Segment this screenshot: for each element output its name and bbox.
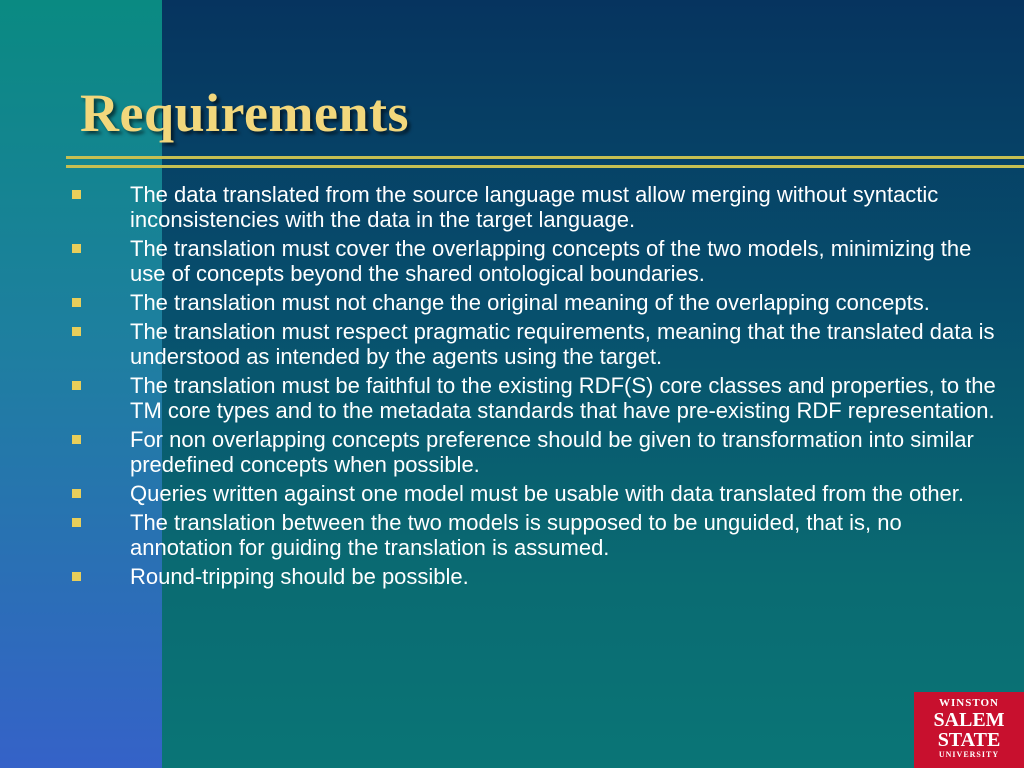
square-bullet-icon — [72, 244, 81, 253]
bullet-text: Round-tripping should be possible. — [130, 564, 469, 589]
logo-line-winston: WINSTON — [939, 697, 999, 709]
title-divider-top — [66, 156, 1024, 159]
list-item — [72, 481, 1002, 506]
requirements-list — [72, 182, 1002, 593]
list-item — [72, 182, 1002, 232]
title-divider-bottom — [66, 165, 1024, 168]
square-bullet-icon — [72, 572, 81, 581]
list-item — [72, 564, 1002, 589]
bullet-text: Queries written against one model must be usable with data translated from the other. — [130, 481, 965, 506]
bullet-text: The translation must respect pragmatic requirements, meaning that the translated data is understood as intended by the agents using the target. — [130, 319, 995, 369]
list-item — [72, 427, 1002, 477]
bullet-text: The translation must be faithful to the existing RDF(S) core classes and properties, to the TM core types and to the metadata standards that have pre-existing RDF representation. — [130, 373, 996, 423]
logo-line-salem: SALEM — [933, 709, 1005, 731]
square-bullet-icon — [72, 327, 81, 336]
square-bullet-icon — [72, 190, 81, 199]
bullet-text: The translation between the two models is supposed to be unguided, that is, no annotation for guiding the translation is assumed. — [130, 510, 902, 560]
square-bullet-icon — [72, 298, 81, 307]
list-item — [72, 510, 1002, 560]
bullet-text: The translation must not change the original meaning of the overlapping concepts. — [130, 290, 930, 315]
logo-line-university: UNIVERSITY — [938, 750, 1000, 759]
bullet-text: For non overlapping concepts preference should be given to transformation into similar predefined concepts when possible. — [130, 427, 974, 477]
bullet-text: The data translated from the source language must allow merging without syntactic inconsistencies with the data in the target language. — [130, 182, 939, 232]
list-item — [72, 373, 1002, 423]
square-bullet-icon — [72, 435, 81, 444]
list-item — [72, 236, 1002, 286]
university-logo — [914, 692, 1024, 768]
bullet-text: The translation must cover the overlapping concepts of the two models, minimizing the use of concepts beyond the shared ontological boundaries. — [130, 236, 972, 286]
logo-line-state: STATE — [937, 729, 1001, 751]
square-bullet-icon — [72, 518, 81, 527]
list-item — [72, 319, 1002, 369]
list-item — [72, 290, 1002, 315]
slide-title: Requirements — [80, 83, 409, 143]
square-bullet-icon — [72, 489, 81, 498]
square-bullet-icon — [72, 381, 81, 390]
